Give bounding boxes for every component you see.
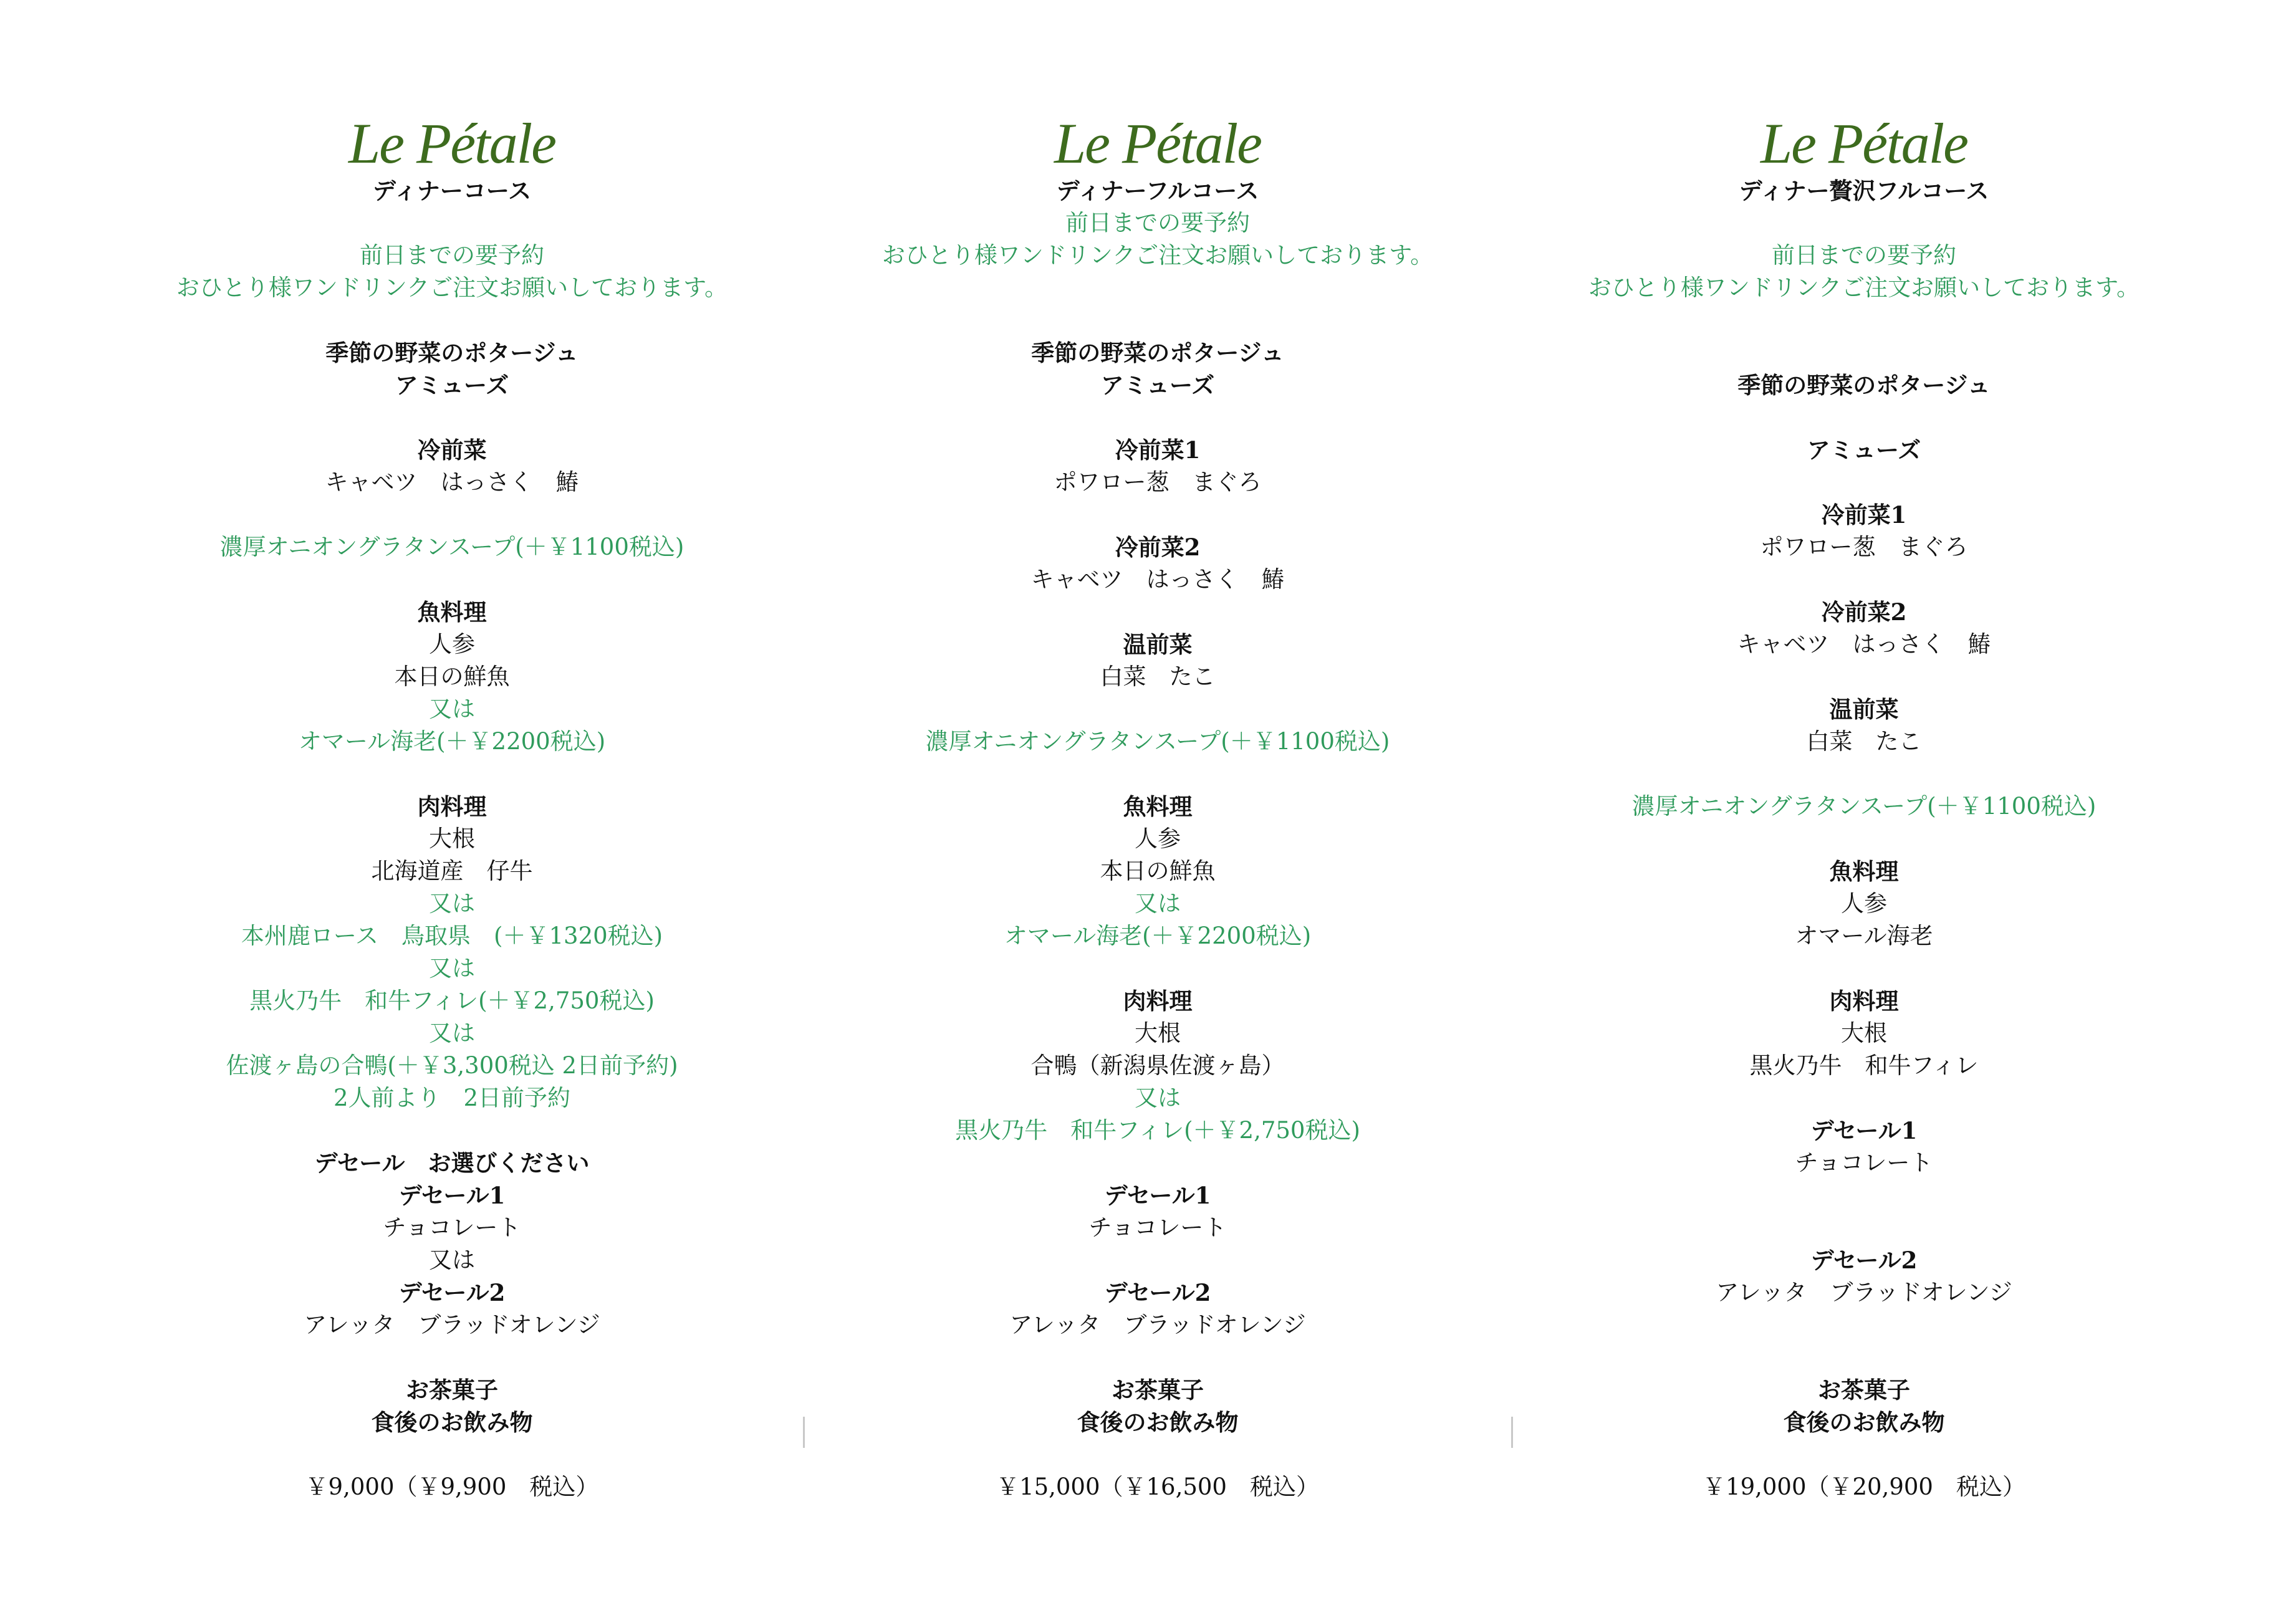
soup-option: 濃厚オニオングラタンスープ(＋￥1100税込)	[1631, 793, 2097, 820]
meat-line: 大根	[1135, 1020, 1181, 1046]
drink-notice: おひとり様ワンドリンクご注文お願いしております。	[176, 274, 728, 301]
fish-line: 人参	[429, 631, 475, 658]
cold-starter-desc: キャベツ はっさく 鰆	[325, 469, 579, 496]
menu-column-dinner-luxury-course	[1540, 112, 2188, 1503]
course-price: ￥15,000（￥16,500 税込）	[996, 1473, 1319, 1500]
fish-line: 人参	[1841, 890, 1887, 917]
reservation-notice: 前日までの要予約	[360, 242, 544, 269]
amuse: アミューズ	[395, 371, 509, 399]
dessert2-title: デセール2	[1810, 1247, 1918, 1274]
course-title: ディナーフルコース	[1056, 177, 1259, 204]
potage: 季節の野菜のポタージュ	[1737, 371, 1991, 399]
meat-line: 合鴨（新潟県佐渡ヶ島）	[1030, 1052, 1285, 1079]
or-label: 又は	[429, 1020, 475, 1046]
dessert1-desc: チョコレート	[383, 1214, 521, 1241]
meat-title: 肉料理	[417, 793, 487, 820]
fish-title: 魚料理	[1123, 793, 1193, 820]
dessert1-desc: チョコレート	[1795, 1149, 1933, 1176]
meat-line: 大根	[429, 825, 475, 852]
cold-starter-1-desc: ポワロー葱 まぐろ	[1054, 469, 1262, 496]
course-price: ￥9,000（￥9,900 税込）	[305, 1473, 599, 1500]
fish-line: 人参	[1135, 825, 1181, 852]
dessert2-desc: アレッタ ブラッドオレンジ	[304, 1311, 600, 1338]
course-title: ディナー贅沢フルコース	[1739, 177, 1989, 204]
or-label: 又は	[429, 1247, 475, 1273]
reservation-notice: 前日までの要予約	[1772, 242, 1956, 269]
cold-starter-2-title: 冷前菜2	[1821, 598, 1907, 626]
fish-line: 本日の鮮魚	[1100, 858, 1216, 884]
cold-starter-2-title: 冷前菜2	[1115, 534, 1201, 561]
or-label: 又は	[1135, 1084, 1181, 1111]
warm-starter-desc: 白菜 たこ	[1806, 728, 1922, 755]
meat-option: 佐渡ヶ島の合鴨(＋￥3,300税込 2日前予約)	[226, 1052, 678, 1079]
cold-starter-title: 冷前菜	[417, 436, 487, 464]
petit-fours: お茶菓子	[406, 1376, 498, 1404]
meat-option-note: 2人前より 2日前予約	[333, 1084, 571, 1111]
meat-line: 北海道産 仔牛	[371, 858, 533, 884]
cold-starter-2-desc: キャベツ はっさく 鰆	[1030, 566, 1285, 593]
fish-option: オマール海老(＋￥2200税込)	[1004, 922, 1312, 949]
petit-fours: お茶菓子	[1818, 1376, 1910, 1404]
column-divider	[1511, 1417, 1513, 1448]
after-drink: 食後のお飲み物	[1077, 1409, 1239, 1436]
warm-starter-desc: 白菜 たこ	[1100, 663, 1216, 690]
reservation-notice: 前日までの要予約	[1065, 209, 1250, 236]
or-label: 又は	[429, 955, 475, 982]
dessert1-desc: チョコレート	[1088, 1214, 1227, 1241]
dessert2-desc: アレッタ ブラッドオレンジ	[1716, 1279, 2012, 1306]
menu-column-dinner-course	[128, 112, 776, 1503]
or-label: 又は	[429, 696, 475, 722]
warm-starter-title: 温前菜	[1123, 631, 1193, 658]
cold-starter-1-title: 冷前菜1	[1821, 501, 1907, 529]
dessert2-title: デセール2	[1104, 1279, 1211, 1306]
brand-logo: Le Pétale	[1760, 112, 1967, 175]
soup-option: 濃厚オニオングラタンスープ(＋￥1100税込)	[925, 728, 1390, 755]
meat-title: 肉料理	[1123, 987, 1193, 1015]
soup-option: 濃厚オニオングラタンスープ(＋￥1100税込)	[219, 534, 684, 560]
course-title: ディナーコース	[372, 177, 532, 204]
cold-starter-1-title: 冷前菜1	[1115, 436, 1201, 464]
course-price: ￥19,000（￥20,900 税込）	[1703, 1473, 2025, 1500]
meat-option: 本州鹿ロース 鳥取県 (＋￥1320税込)	[241, 922, 663, 949]
drink-notice: おひとり様ワンドリンクご注文お願いしております。	[1588, 274, 2140, 301]
dessert1-title: デセール1	[398, 1182, 506, 1209]
fish-line: オマール海老	[1795, 922, 1933, 949]
cold-starter-2-desc: キャベツ はっさく 鰆	[1737, 631, 1991, 658]
meat-line: 大根	[1841, 1020, 1887, 1046]
potage: 季節の野菜のポタージュ	[1031, 339, 1284, 366]
amuse: アミューズ	[1807, 436, 1921, 464]
after-drink: 食後のお飲み物	[371, 1409, 533, 1436]
column-divider	[803, 1417, 805, 1448]
meat-option: 黒火乃牛 和牛フィレ(＋￥2,750税込)	[249, 987, 655, 1014]
dessert2-desc: アレッタ ブラッドオレンジ	[1009, 1311, 1306, 1338]
dessert1-title: デセール1	[1104, 1182, 1211, 1209]
dessert2-title: デセール2	[398, 1279, 506, 1306]
brand-logo: Le Pétale	[348, 112, 555, 175]
petit-fours: お茶菓子	[1112, 1376, 1204, 1404]
or-label: 又は	[429, 890, 475, 917]
dessert-choose: デセール お選びください	[314, 1149, 590, 1177]
after-drink: 食後のお飲み物	[1783, 1409, 1945, 1436]
cold-starter-1-desc: ポワロー葱 まぐろ	[1760, 534, 1968, 560]
fish-title: 魚料理	[1829, 858, 1899, 885]
meat-line: 黒火乃牛 和牛フィレ	[1749, 1052, 1979, 1079]
fish-line: 本日の鮮魚	[394, 663, 510, 690]
meat-option: 黒火乃牛 和牛フィレ(＋￥2,750税込)	[955, 1117, 1360, 1144]
dessert1-title: デセール1	[1810, 1117, 1918, 1144]
fish-option: オマール海老(＋￥2200税込)	[298, 728, 606, 755]
brand-logo: Le Pétale	[1054, 112, 1261, 175]
or-label: 又は	[1135, 890, 1181, 917]
potage: 季節の野菜のポタージュ	[325, 339, 579, 366]
fish-title: 魚料理	[417, 598, 487, 626]
amuse: アミューズ	[1100, 371, 1215, 399]
meat-title: 肉料理	[1829, 987, 1899, 1015]
warm-starter-title: 温前菜	[1829, 696, 1899, 723]
menu-column-dinner-full-course	[833, 112, 1482, 1503]
drink-notice: おひとり様ワンドリンクご注文お願いしております。	[881, 242, 1434, 269]
